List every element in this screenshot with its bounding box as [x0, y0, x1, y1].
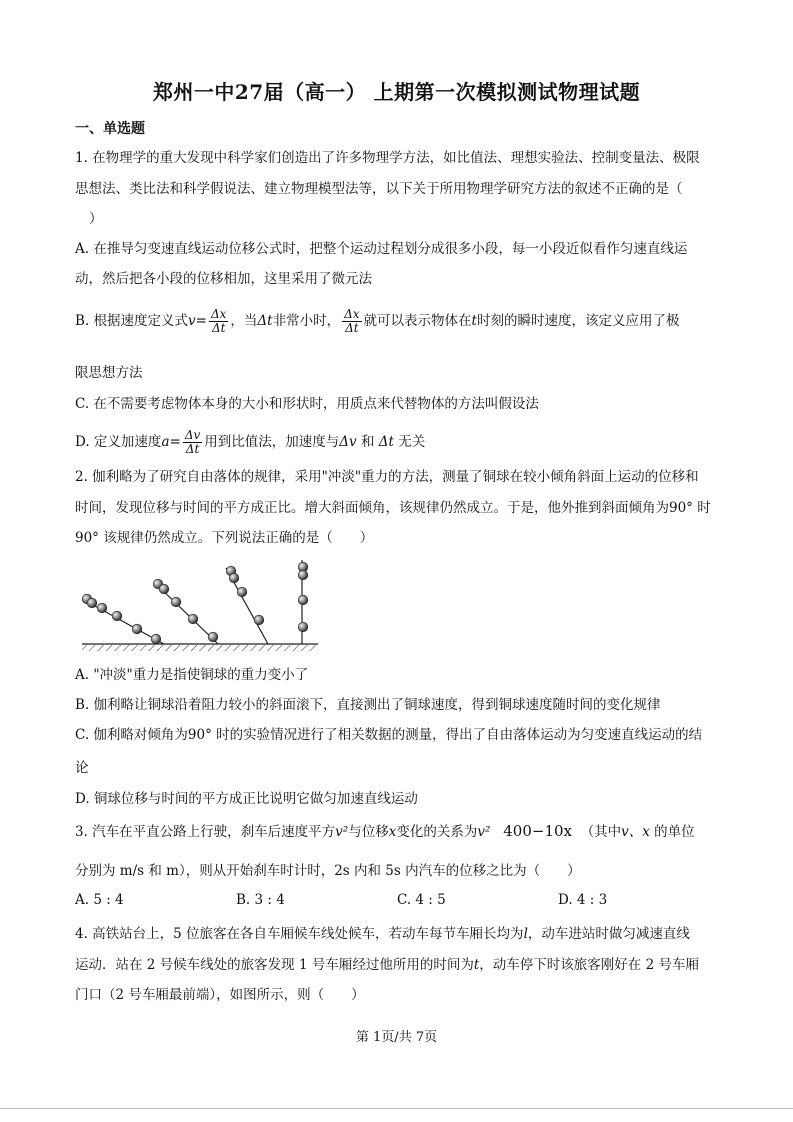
q3-stem-text: 3. 汽车在平直公路上行驶，刹车后速度平方: [75, 824, 336, 840]
q1-option-d-text: 无关: [398, 434, 426, 450]
q4-stem-line1: [75, 925, 690, 943]
q4-stem-text: ，动车进站时做匀减速直线: [527, 926, 690, 942]
ground-hatching: [82, 645, 318, 651]
q1-option-b-text: B. 根据速度定义式: [75, 313, 189, 329]
ball: [132, 624, 142, 634]
q1-option-b-text: 就可以表示物体在: [363, 313, 472, 329]
fraction-numerator: Δx: [344, 307, 360, 321]
q3-stem-line2: 分别为 m/s 和 m），则从开始刹车时计时，2s 内和 5s 内汽车的位移之比为（ ）: [75, 863, 581, 879]
ball: [112, 611, 122, 621]
q4-stem-text: 运动．站在 2 号候车线处的旅客发现 1 号车厢经过他所用的时间为: [75, 957, 474, 973]
q1-option-d-text: 用到比值法，加速度与: [204, 434, 340, 450]
time-symbol: t: [471, 313, 477, 329]
q1-option-b-text: 时刻的瞬时速度，该定义应用了极: [476, 313, 680, 329]
ball: [188, 614, 198, 624]
ball: [171, 597, 181, 607]
velocity-definition-fraction: [209, 308, 228, 335]
fraction-denominator: Δt: [185, 442, 200, 456]
equals-sign: =: [169, 434, 181, 450]
time-symbol: t: [473, 957, 480, 973]
delta-t-symbol: Δt: [378, 434, 394, 450]
ball: [229, 573, 239, 583]
q1-stem-line3: ）: [89, 211, 103, 227]
q1-option-d-text: 和: [360, 434, 375, 450]
ball: [159, 584, 169, 594]
q3-stem-text: （其中: [580, 824, 622, 840]
q2-option-b: B. 伽利略让铜球沿着阻力较小的斜面滚下，直接测出了铜球速度，得到铜球速度随时间的变化规律: [75, 697, 661, 713]
delta-v-symbol: Δv: [339, 434, 357, 450]
q3-stem-line1: [75, 822, 695, 841]
relation-expression: 400−10x: [503, 822, 573, 840]
q3-stem-text: 变化的关系为: [396, 824, 478, 840]
copper-balls: [82, 562, 308, 644]
fraction-numerator: Δx: [210, 307, 227, 321]
page-title: 郑州一中27届（高一） 上期第一次模拟测试物理试题: [152, 80, 641, 104]
ball: [298, 622, 308, 632]
q4-stem-line2: [75, 956, 699, 974]
q3-stem-text: 与位移: [348, 824, 389, 840]
fraction-denominator: Δt: [211, 321, 226, 335]
v-squared-symbol: v²: [477, 824, 491, 840]
q4-stem-text: 4. 高铁站台上，5 位旅客在各自车厢候车线处候车，若动车每节车厢长均为: [75, 926, 524, 942]
q1-option-d-text: D. 定义加速度: [75, 434, 162, 450]
ball: [208, 632, 218, 642]
q2-stem-line3: 90° 该规律仍然成立。下列说法正确的是（ ）: [75, 530, 374, 546]
equals-sign: =: [195, 313, 207, 329]
ball: [254, 615, 264, 625]
q2-stem-line2: 时间，发现位移与时间的平方成正比。增大斜面倾角，该规律仍然成立。于是，他外推到斜面倾角为90° 时: [75, 500, 711, 516]
q1-option-a-line2: 动，然后把各小段的位移相加，这里采用了微元法: [75, 271, 372, 287]
q4-stem-text: ，动车停下时该旅客刚好在 2 号车厢: [479, 957, 699, 973]
q3-option-c: C. 4 : 5: [397, 892, 446, 908]
length-symbol: l: [523, 926, 528, 942]
q1-option-b-text: 非常小时，: [272, 313, 341, 329]
ball: [298, 595, 308, 605]
q1-stem-line1: 1. 在物理学的重大发现中科学家们创造出了许多物理学方法，如比值法、理想实验法、控制变量法、极限: [75, 150, 700, 166]
ratio-fraction: [342, 308, 361, 335]
q1-option-b-line2: 限思想方法: [75, 365, 143, 381]
x-symbol: x: [388, 824, 397, 840]
q1-option-b: [75, 307, 679, 335]
incline-experiment-figure: [80, 558, 320, 654]
q1-option-c: C. 在不需要考虑物体本身的大小和形状时，用质点来代替物体的方法叫假设法: [75, 396, 539, 412]
q2-option-c-line2: 论: [75, 760, 89, 776]
ball: [237, 587, 247, 597]
v-x-symbols: v、x: [621, 824, 650, 840]
fraction-denominator: Δt: [345, 321, 359, 335]
v-squared-symbol: v²: [335, 824, 349, 840]
fraction-numerator: Δv: [184, 428, 201, 442]
acceleration-definition-fraction: [183, 429, 202, 456]
q3-option-b: B. 3 : 4: [236, 892, 285, 908]
q3-option-d: D. 4 : 3: [558, 892, 608, 908]
q3-option-a: A. 5 : 4: [75, 892, 124, 908]
q1-option-a-line1: A. 在推导匀变速直线运动位移公式时，把整个运动过程划分成很多小段，每一小段近似看作匀速直线运: [75, 241, 688, 257]
q2-option-a: A. "冲淡"重力是指使铜球的重力变小了: [75, 667, 309, 683]
ball: [298, 570, 308, 580]
velocity-symbol: v: [188, 313, 196, 329]
q2-stem-line1: 2. 伽利略为了研究自由落体的规律，采用"冲淡"重力的方法，测量了铜球在较小倾角斜面上运动的位移和: [75, 469, 699, 485]
section-heading: 一、单选题: [75, 121, 145, 137]
q1-option-b-text: ，当: [230, 313, 258, 329]
q1-option-d: [75, 428, 425, 456]
q2-option-c-line1: C. 伽利略对倾角为90° 时的实验情况进行了相关数据的测量，得出了自由落体运动为匀变速直线运动的结: [75, 727, 703, 743]
acceleration-symbol: a: [161, 434, 170, 450]
q1-stem-line2: 思想法、类比法和科学假说法、建立物理模型法等，以下关于所用物理学研究方法的叙述不正确的是（: [75, 181, 683, 197]
ball: [151, 634, 161, 644]
bottom-divider: [0, 1108, 793, 1109]
q4-stem-line3: 门口（2 号车厢最前端），如图所示，则（ ）: [75, 987, 365, 1003]
ball: [87, 598, 97, 608]
q3-stem-text: 的单位: [654, 824, 695, 840]
page-footer: 第 1页/共 7页: [355, 1030, 438, 1045]
ball: [97, 603, 107, 613]
delta-t-symbol: Δt: [257, 313, 273, 329]
q2-option-d: D. 铜球位移与时间的平方成正比说明它做匀加速直线运动: [75, 791, 418, 807]
